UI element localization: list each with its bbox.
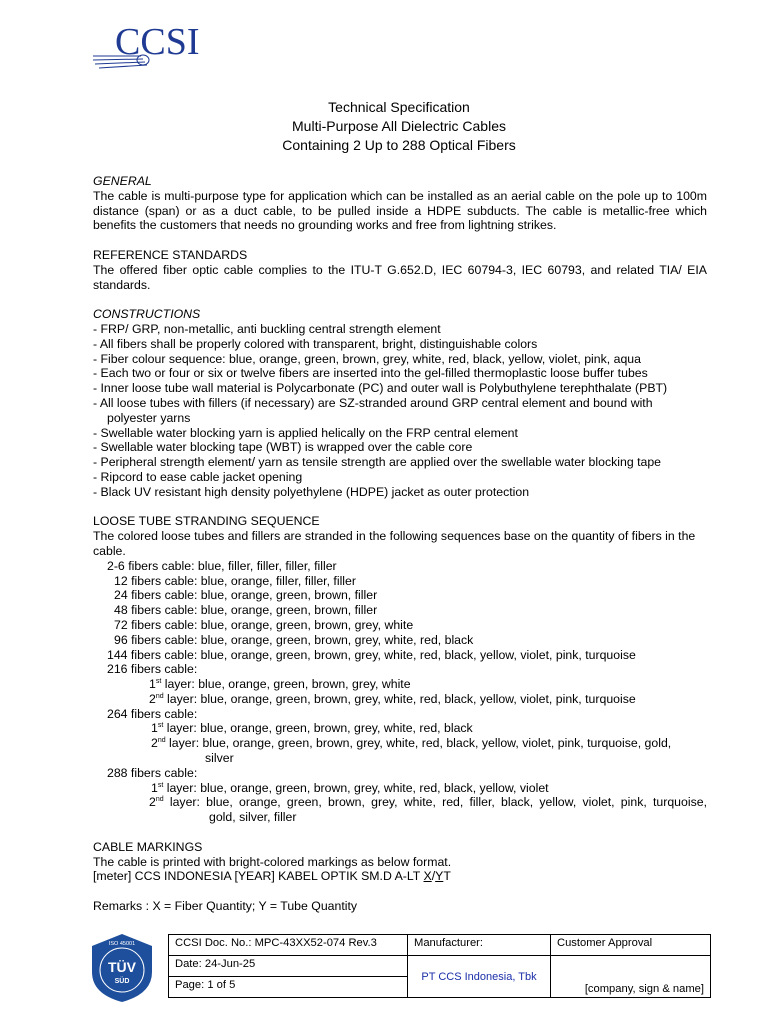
ccsi-logo: [93, 21, 233, 76]
list-item: [93, 396, 707, 426]
sequence-line: 96 fibers cable: blue, orange, green, brown, grey, white, red, black: [114, 632, 474, 647]
sequence-line: 24 fibers cable: blue, orange, green, brown, filler: [114, 588, 378, 603]
sequence-continuation: gold, silver, filler: [209, 810, 297, 825]
sequence-line: 12 fibers cable: blue, orange, filler, filler, filler: [114, 573, 356, 588]
document-title: [0, 98, 768, 155]
list-item-continuation: polyester yarns: [107, 410, 191, 425]
title-line-1: Technical Specification: [328, 99, 470, 115]
list-item: - Inner loose tube wall material is Polycarbonate (PC) and outer wall is Polybuthylene terephthalate (PBT): [93, 381, 668, 396]
sequence-layer-line: 1st layer: blue, orange, green, brown, grey, white: [149, 677, 411, 692]
list-item: - All fibers shall be properly colored with transparent, bright, distinguishable colors: [93, 336, 538, 351]
list-item: - Fiber colour sequence: blue, orange, green, brown, grey, white, red, black, yellow, violet, pink, aqua: [93, 351, 641, 366]
tuv-certification-icon: [86, 932, 158, 1004]
customer-approval-note-cell: [company, sign & name]: [551, 956, 711, 998]
sequence-line: 216 fibers cable:: [107, 662, 198, 677]
sequence-line: 264 fibers cable:: [107, 706, 198, 721]
list-item: - Each two or four or six or twelve fibers are inserted into the gel-filled thermoplastic loose buffer tubes: [93, 366, 648, 381]
title-line-3: Containing 2 Up to 288 Optical Fibers: [282, 137, 516, 153]
svg-text:TÜV: TÜV: [108, 959, 136, 975]
logo-text: CCSI: [115, 21, 200, 63]
sequence-layer-line: 1st layer: blue, orange, green, brown, grey, white, red, black, yellow, violet: [151, 780, 549, 795]
constructions-heading: CONSTRUCTIONS: [93, 307, 201, 322]
list-item: - Black UV resistant high density polyethylene (HDPE) jacket as outer protection: [93, 484, 530, 499]
sequence-layer-line: 1st layer: blue, orange, green, brown, grey, white, red, black: [151, 721, 473, 736]
general-heading: GENERAL: [93, 174, 152, 188]
list-item: - Peripheral strength element/ yarn as tensile strength are applied over the swellable water blocking tape: [93, 455, 662, 470]
markings-line-1: The cable is printed with bright-colored markings as below format.: [93, 854, 452, 869]
list-item: - Ripcord to ease cable jacket opening: [93, 469, 303, 484]
stranding-sequence: [93, 559, 707, 825]
markings-heading: CABLE MARKINGS: [93, 839, 203, 854]
sequence-line: 144 fibers cable: blue, orange, green, brown, grey, white, red, black, yellow, violet, pink, turquoise: [107, 647, 636, 662]
constructions-list: [93, 322, 707, 500]
sequence-line: 48 fibers cable: blue, orange, green, brown, filler: [114, 603, 378, 618]
sequence-continuation: silver: [205, 751, 234, 766]
customer-approval-label-cell: Customer Approval: [551, 935, 711, 956]
sequence-line: 288 fibers cable:: [107, 765, 198, 780]
sequence-line: 2-6 fibers cable: blue, filler, filler, filler, filler: [107, 558, 337, 573]
list-item: - Swellable water blocking yarn is applied helically on the FRP central element: [93, 425, 518, 440]
general-text: The cable is multi-purpose type for application which can be installed as an aerial cable on the pole up to 100m distance (span) or as a duct cable, to be pulled inside a HDPE subducts. The cable is metallic-free which benefits the customers that needs no grounding works and free from lightning strikes.: [93, 188, 707, 233]
stranding-intro: The colored loose tubes and fillers are stranded in the following sequences base on the quantity of fibers in the cable.: [93, 529, 696, 558]
page-number-cell: Page: 1 of 5: [169, 977, 408, 998]
manufacturer-label-cell: Manufacturer:: [408, 935, 551, 956]
reference-heading: REFERENCE STANDARDS: [93, 247, 248, 262]
date-cell: Date: 24-Jun-25: [169, 956, 408, 977]
svg-text:SÜD: SÜD: [114, 978, 130, 985]
remarks: Remarks : X = Fiber Quantity; Y = Tube Quantity: [93, 899, 358, 914]
stranding-heading: LOOSE TUBE STRANDING SEQUENCE: [93, 514, 320, 529]
title-line-2: Multi-Purpose All Dielectric Cables: [292, 118, 506, 134]
list-item: - Swellable water blocking tape (WBT) is wrapped over the cable core: [93, 440, 473, 455]
document-body: [93, 174, 707, 914]
list-item: - FRP/ GRP, non-metallic, anti buckling central strength element: [93, 321, 441, 336]
sequence-layer-line: 2nd layer: blue, orange, green, brown, grey, white, red, black, yellow, violet, pink, turquoise: [149, 691, 636, 706]
svg-text:ISO 45001: ISO 45001: [108, 941, 136, 947]
manufacturer-name-cell: PT CCS Indonesia, Tbk: [408, 956, 551, 998]
doc-number-cell: CCSI Doc. No.: MPC-43XX52-074 Rev.3: [169, 935, 408, 956]
reference-text: The offered fiber optic cable complies to the ITU-T G.652.D, IEC 60794-3, IEC 60793, and related TIA/ EIA standards.: [93, 262, 707, 292]
sequence-line: 72 fibers cable: blue, orange, green, brown, grey, white: [114, 617, 414, 632]
list-item-text: - All loose tubes with fillers (if necessary) are SZ-stranded around GRP central element and bound with: [93, 395, 653, 410]
document-footer-table: [168, 934, 711, 998]
markings-line-2: [meter] CCS INDONESIA [YEAR] KABEL OPTIK SM.D A-LT X/YT: [93, 869, 451, 884]
sequence-layer-line: 2nd layer: blue, orange, green, brown, grey, white, red, filler, black, yellow, violet, pink, turquoise,: [149, 795, 707, 810]
sequence-layer-line: 2nd layer: blue, orange, green, brown, grey, white, red, black, yellow, violet, pink, turquoise, gold,: [151, 736, 672, 751]
